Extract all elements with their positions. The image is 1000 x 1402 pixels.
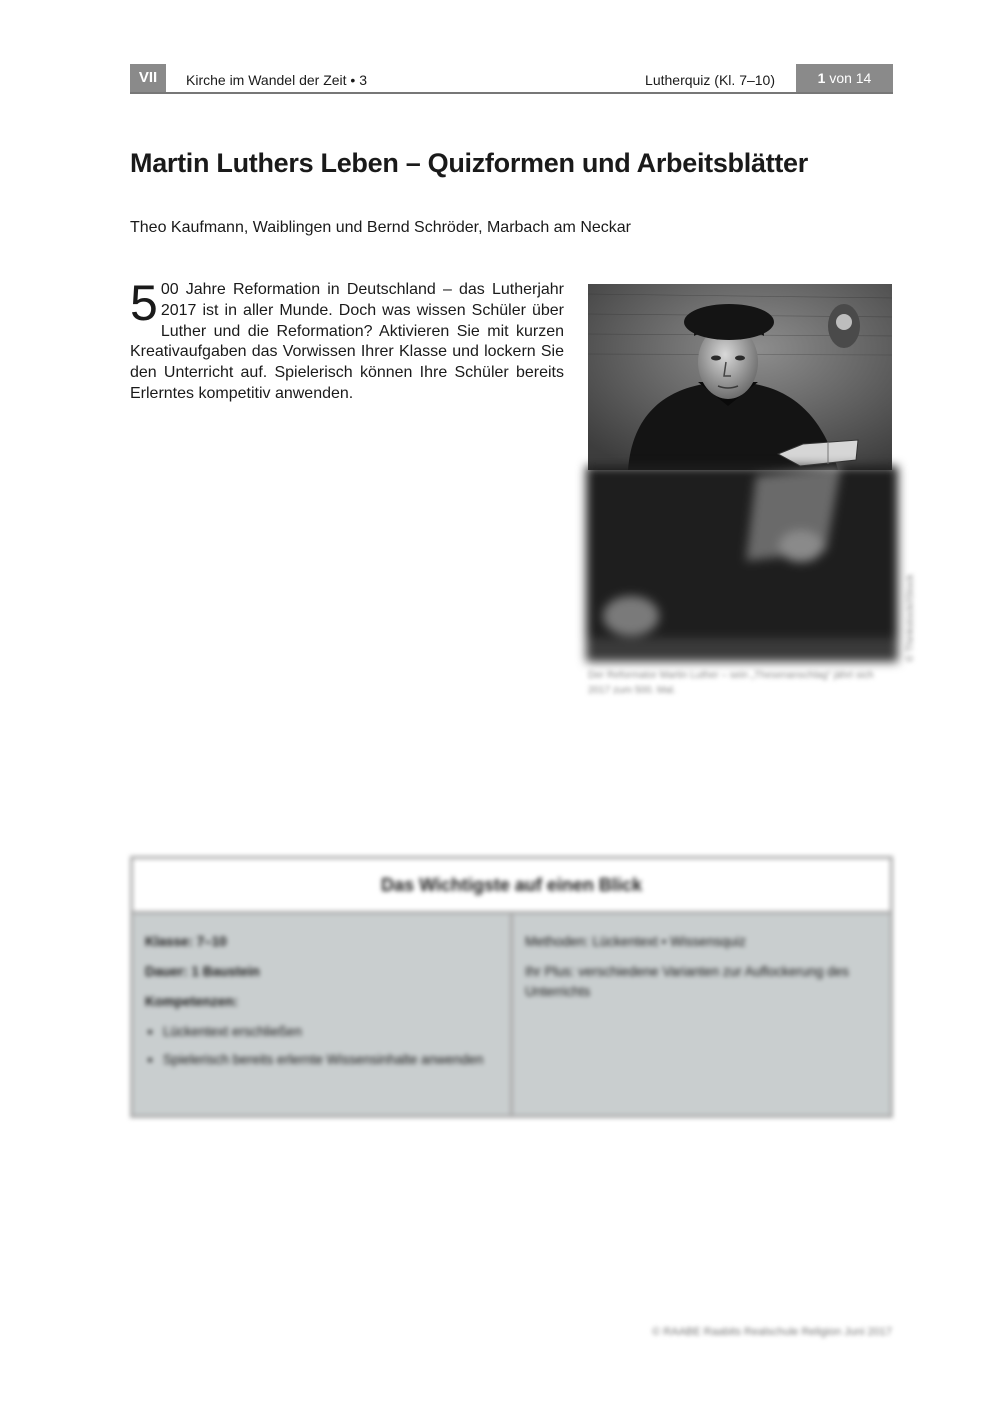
competencies-label: Kompetenzen: — [145, 994, 239, 1009]
intro-paragraph — [130, 275, 564, 405]
series-title: Kirche im Wandel der Zeit • 3 — [186, 72, 368, 88]
bonus-info: Ihr Plus: verschiedene Varianten zur Auflockerung des Unterrichts — [525, 964, 849, 999]
competency-item: • Lückentext erschließen — [163, 1022, 498, 1042]
footer-copyright: © RAABE Raabits Realschule Religion Juni 2017 — [652, 1326, 892, 1338]
authors: Theo Kaufmann, Waiblingen und Bernd Schröder, Marbach am Neckar — [130, 219, 632, 236]
luther-portrait-blurred — [586, 466, 898, 662]
intro-text: 00 Jahre Reformation in Deutschland – das Lutherjahr 2017 ist in aller Munde. Doch was wissen Schüler über Luther und die Reformation? Aktivieren Sie mit kurzen Kreativaufgaben das Vorwissen Ihrer Klasse und lockern Sie den Unterricht auf. Spielerisch können Ihre Schüler bereits Erlerntes kompetitiv anwenden. — [130, 281, 564, 402]
competency-item: • Spielerisch bereits erlernte Wissensinhalte anwenden — [163, 1050, 498, 1070]
portrait-lower-illustration — [586, 466, 898, 662]
overview-columns — [133, 914, 890, 1115]
competencies-list — [145, 1022, 498, 1070]
duration-info — [145, 962, 498, 982]
overview-left-column — [133, 914, 513, 1115]
page-title: Martin Luthers Leben – Quizformen und Arbeitsblätter — [130, 148, 808, 178]
competencies-heading — [145, 992, 498, 1012]
page-total: von 14 — [829, 70, 872, 86]
duration-label: Dauer: 1 Baustein — [145, 964, 260, 979]
page-header — [130, 64, 893, 94]
page-number: 1 — [817, 70, 826, 86]
overview-title: Das Wichtigste auf einen Blick — [133, 859, 890, 914]
overview-box — [130, 856, 893, 1118]
quiz-title: Lutherquiz (Kl. 7–10) — [645, 72, 775, 88]
luther-portrait — [588, 284, 892, 470]
methods-info: Methoden: Lückentext • Wissensquiz — [525, 934, 746, 949]
overview-right-column — [513, 914, 890, 1115]
image-credit: © Thinkstock/iStock — [905, 574, 916, 662]
page-badge — [796, 64, 893, 92]
image-caption: Der Reformator Martin Luther – sein „Thesenanschlag“ jährt sich 2017 zum 500. Mal. — [588, 670, 874, 696]
class-info — [145, 932, 498, 952]
drop-cap: 5 — [130, 275, 158, 331]
chapter-badge: VII — [130, 64, 166, 92]
class-label: Klasse: 7–10 — [145, 934, 227, 949]
portrait-illustration — [588, 284, 892, 470]
